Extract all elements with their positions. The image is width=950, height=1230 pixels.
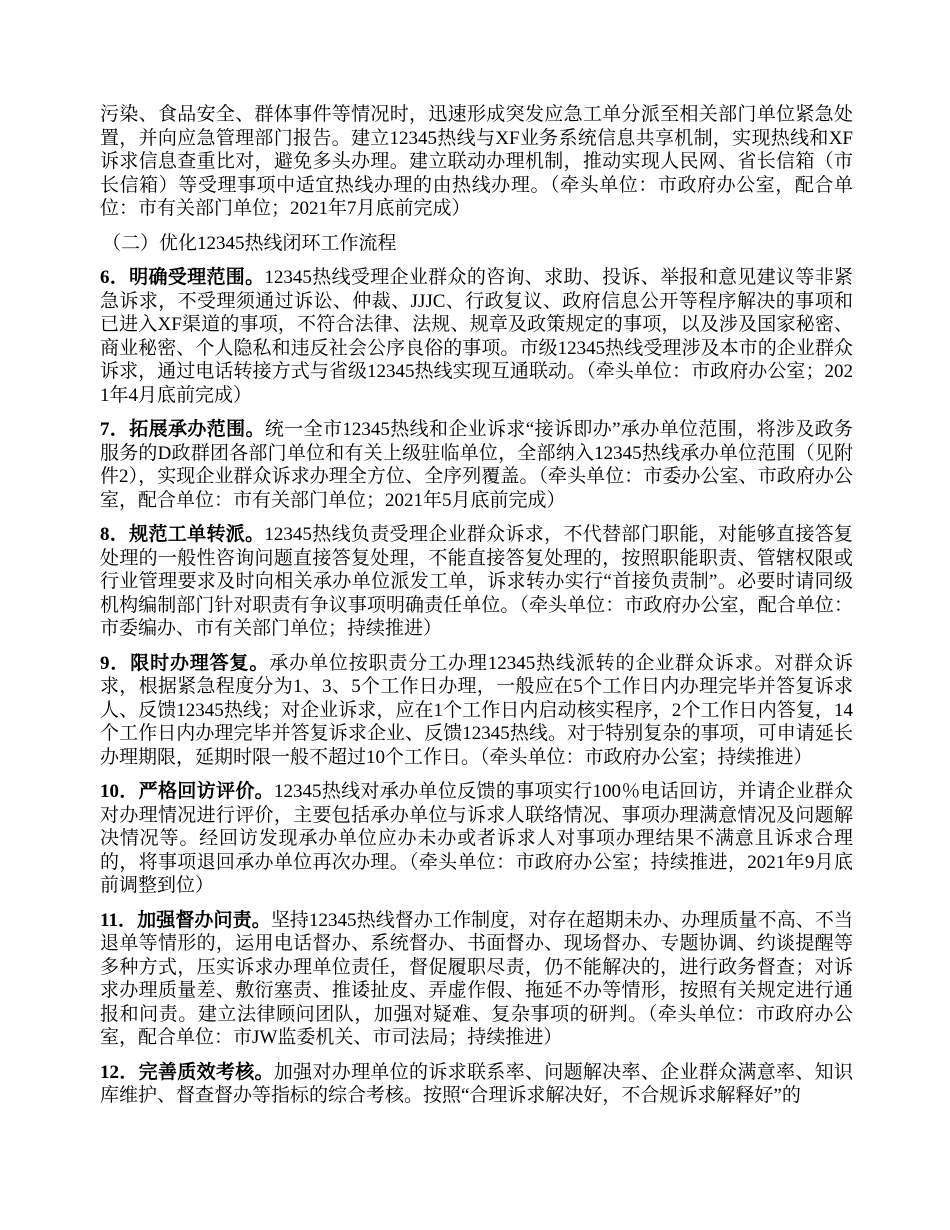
paragraph-text: 统一全市12345热线和企业诉求“接诉即办”承办单位范围，将涉及政务服务的D政群团各部门单位和有关上级驻临单位，全部纳入12345热线承办单位范围（见附件2），实现企业群众诉求办理全方位、全序列覆盖。（牵头单位：市委办公室、市政府办公室，配合单位：市有关部门单位；2021年5月底前完成） [100, 419, 853, 511]
paragraph-lead: 11．加强督办问责。 [100, 909, 271, 931]
paragraph [100, 523, 853, 641]
paragraph [100, 909, 853, 1050]
paragraph-lead: 9．限时办理答复。 [100, 652, 270, 674]
paragraph-text: 污染、食品安全、群体事件等情况时，迅速形成突发应急工单分派至相关部门单位紧急处置，并向应急管理部门报告。建立12345热线与XF业务系统信息共享机制，实现热线和XF诉求信息查重比对，避免多头办理。建立联动办理机制，推动实现人民网、省长信箱（市长信箱）等受理事项中适宜热线办理的由热线办理。（牵头单位：市政府办公室，配合单位：市有关部门单位；2021年7月底前完成） [100, 104, 853, 219]
paragraph [100, 103, 853, 221]
paragraph [100, 418, 853, 512]
paragraph-text: 坚持12345热线督办工作制度，对存在超期未办、办理质量不高、不当退单等情形的，运用电话督办、系统督办、书面督办、现场督办、专题协调、约谈提醒等多种方式，压实诉求办理单位责任，督促履职尽责，仍不能解决的，进行政务督查；对诉求办理质量差、敷衍塞责、推诿扯皮、弄虚作假、拖延不办等情形，按照有关规定进行通报和问责。建立法律顾问团队，加强对疑难、复杂事项的研判。（牵头单位：市政府办公室，配合单位：市JW监委机关、市司法局；持续推进） [100, 909, 853, 1048]
paragraph-text: 12345热线对承办单位反馈的事项实行100％电话回访，并请企业群众对办理情况进行评价，主要包括承办单位与诉求人联络情况、事项办理满意情况及问题解决情况等。经回访发现承办单位应办未办或者诉求人对事项办理结果不满意且诉求合理的，将事项退回承办单位再次办理。（牵头单位：市政府办公室；持续推进，2021年9月底前调整到位） [100, 781, 853, 896]
paragraph-text: 承办单位按职责分工办理12345热线派转的企业群众诉求。对群众诉求，根据紧急程度分为1、3、5个工作日办理，一般应在5个工作日内办理完毕并答复诉求人、反馈12345热线；对企业诉求，应在1个工作日内启动核实程序，2个工作日内答复，14个工作日内办理完毕并答复诉求企业、反馈12345热线。对于特别复杂的事项，可申请延长办理期限，延期时限一般不超过10个工作日。（牵头单位：市政府办公室；持续推进） [100, 652, 853, 768]
paragraph-text: 加强对办理单位的诉求联系率、问题解决率、企业群众满意率、知识库维护、督查督办等指标的综合考核。按照“合理诉求解决好，不合规诉求解释好”的 [100, 1061, 853, 1106]
paragraph-lead: 12．完善质效考核。 [100, 1061, 274, 1083]
section-heading [100, 232, 853, 256]
paragraph-text: 12345热线负责受理企业群众诉求，不代替部门职能，对能够直接答复处理的一般性咨询问题直接答复处理，不能直接答复处理的，按照职能职责、管辖权限或行业管理要求及时向相关承办单位派发工单，诉求转办实行“首接负责制”。必要时请同级机构编制部门针对职责有争议事项明确责任单位。（牵头单位：市政府办公室，配合单位：市委编办、市有关部门单位；持续推进） [100, 524, 853, 639]
paragraph-lead: 6．明确受理范围。 [100, 267, 265, 288]
paragraph-text: 12345热线受理企业群众的咨询、求助、投诉、举报和意见建议等非紧急诉求，不受理须通过诉讼、仲裁、JJJC、行政复议、政府信息公开等程序解决的事项和已进入XF渠道的事项，不符合法律、法规、规章及政策规定的事项，以及涉及国家秘密、商业秘密、个人隐私和违反社会公序良俗的事项。市级12345热线受理涉及本市的企业群众诉求，通过电话转接方式与省级12345热线实现互通联动。（牵头单位：市政府办公室；2021年4月底前完成） [100, 267, 853, 406]
paragraph [100, 652, 853, 770]
paragraph [100, 1061, 853, 1108]
paragraph [100, 780, 853, 898]
paragraph-lead: 10．严格回访评价。 [100, 781, 274, 802]
paragraph [100, 266, 853, 407]
document-body [100, 103, 853, 1119]
paragraph-text: （二）优化12345热线闭环工作流程 [102, 232, 397, 254]
paragraph-lead: 7．拓展承办范围。 [100, 419, 265, 440]
paragraph-lead: 8．规范工单转派。 [100, 524, 265, 545]
